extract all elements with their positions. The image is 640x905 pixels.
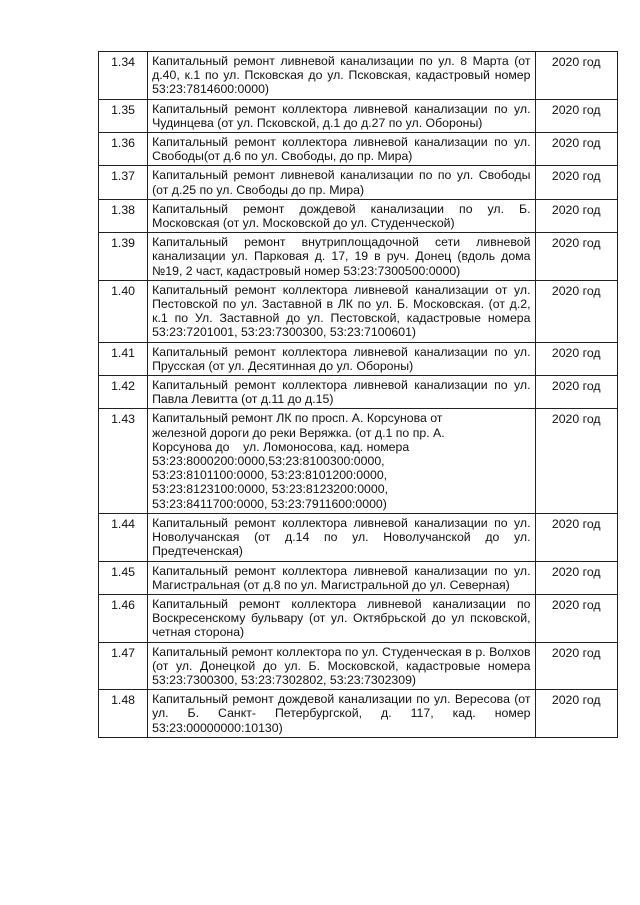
- row-number: 1.40: [99, 280, 148, 342]
- row-year: 2020 год: [535, 690, 618, 738]
- row-year: 2020 год: [535, 280, 618, 342]
- row-number: 1.38: [99, 199, 148, 232]
- table-row: [99, 513, 618, 561]
- description-line: железной дороги до реки Веряжка. (от д.1 по пр. А.: [152, 425, 445, 440]
- row-description: Капитальный ремонт коллектора ливневой канализации по ул. Магистральная (от д.8 по ул. Магистральной до ул. Северная): [148, 561, 535, 594]
- row-number: 1.41: [99, 342, 148, 375]
- row-number: 1.45: [99, 561, 148, 594]
- table-row: [99, 561, 618, 594]
- row-year: 2020 год: [535, 561, 618, 594]
- table-row: [99, 99, 618, 132]
- table-row: [99, 594, 618, 642]
- row-year: 2020 год: [535, 594, 618, 642]
- row-description: Капитальный ремонт ливневой канализации по ул. 8 Марта (от д.40, к.1 по ул. Псковская до ул. Псковская, кадастровый номер 53:23:7814600:0000): [148, 52, 535, 100]
- description-line: 53:23:8411700:0000, 53:23:7911600:0000): [152, 496, 387, 511]
- row-description: Капитальный ремонт дождевой канализации по ул. Вересова (от ул. Б. Санкт- Петербургской, д. 117, кад. номер 53:23:00000000:10130): [148, 690, 535, 738]
- row-number: 1.47: [99, 642, 148, 690]
- row-year: 2020 год: [535, 342, 618, 375]
- row-number: 1.48: [99, 690, 148, 738]
- row-description: Капитальный ремонт внутриплощадочной сети ливневой канализации ул. Парковая д. 17, 19 в руч. Донец (вдоль дома №19, 2 част, кадастровый номер 53:23:7300500:0000): [148, 233, 535, 281]
- description-line: Капитальный ремонт ЛК по просп. А. Корсунова от: [152, 411, 443, 426]
- row-description: Капитальный ремонт дождевой канализации по ул. Б. Московская (от ул. Московской до ул. Студенческой): [148, 199, 535, 232]
- row-number: 1.43: [99, 409, 148, 513]
- row-year: 2020 год: [535, 99, 618, 132]
- table-row: [99, 52, 618, 100]
- table-row: [99, 199, 618, 232]
- row-description: [148, 409, 535, 513]
- table-row: [99, 376, 618, 409]
- row-year: 2020 год: [535, 513, 618, 561]
- description-line: 53:23:8123100:0000, 53:23:8123200:0000,: [152, 482, 388, 497]
- row-year: 2020 год: [535, 409, 618, 513]
- row-number: 1.36: [99, 133, 148, 166]
- row-year: 2020 год: [535, 642, 618, 690]
- row-number: 1.42: [99, 376, 148, 409]
- table-row: [99, 233, 618, 281]
- row-description: Капитальный ремонт коллектора ливневой канализации от ул. Пестовской по ул. Заставной в ЛК по ул. Б. Московская. (от д.2, к.1 по Ул. Заставной до ул. Пестовской, кадастровые номера 53:23:7201001, 53:23:7300300, 53:23:7100601): [148, 280, 535, 342]
- description-line: Корсунова до ул. Ломоносова, кад. номера: [152, 439, 410, 454]
- row-number: 1.34: [99, 52, 148, 100]
- row-number: 1.39: [99, 233, 148, 281]
- description-line: 53:23:8101100:0000, 53:23:8101200:0000,: [152, 468, 388, 483]
- row-number: 1.35: [99, 99, 148, 132]
- row-year: 2020 год: [535, 199, 618, 232]
- table-row: [99, 409, 618, 513]
- row-description: Капитальный ремонт коллектора ливневой канализации по ул. Чудинцева (от ул. Псковской, д.1 до д.27 по ул. Обороны): [148, 99, 535, 132]
- row-description: Капитальный ремонт коллектора ливневой канализации по ул. Свободы(от д.6 по ул. Свободы, до пр. Мира): [148, 133, 535, 166]
- row-year: 2020 год: [535, 376, 618, 409]
- row-description: Капитальный ремонт ливневой канализации по по ул. Свободы (от д.25 по ул. Свободы до пр. Мира): [148, 166, 535, 199]
- table-row: [99, 133, 618, 166]
- row-description: Капитальный ремонт коллектора ливневой канализации по Воскресенскому бульвару (от ул. Октябрьской до ул псковской, четная сторона): [148, 594, 535, 642]
- works-table: [98, 51, 618, 738]
- row-description: Капитальный ремонт коллектора ливневой канализации по ул. Павла Левитта (от д.11 до д.15): [148, 376, 535, 409]
- document-page: [98, 51, 601, 738]
- table-row: [99, 342, 618, 375]
- row-number: 1.46: [99, 594, 148, 642]
- row-number: 1.37: [99, 166, 148, 199]
- row-description: Капитальный ремонт коллектора ливневой канализации по ул. Прусская (от ул. Десятинная до ул. Обороны): [148, 342, 535, 375]
- table-row: [99, 642, 618, 690]
- table-row: [99, 166, 618, 199]
- table-row: [99, 280, 618, 342]
- row-year: 2020 год: [535, 52, 618, 100]
- description-line: 53:23:8000200:0000,53:23:8100300:0000,: [152, 454, 385, 469]
- row-year: 2020 год: [535, 166, 618, 199]
- row-description: Капитальный ремонт коллектора ливневой канализации по ул. Новолучанская (от д.14 по ул. Новолучанской до ул. Предтеченская): [148, 513, 535, 561]
- row-description: Капитальный ремонт коллектора по ул. Студенческая в р. Волхов (от ул. Донецкой до ул. Б. Московской, кадастровые номера 53:23:7300300, 53:23:7302802, 53:23:7302309): [148, 642, 535, 690]
- row-year: 2020 год: [535, 233, 618, 281]
- table-row: [99, 690, 618, 738]
- row-year: 2020 год: [535, 133, 618, 166]
- row-number: 1.44: [99, 513, 148, 561]
